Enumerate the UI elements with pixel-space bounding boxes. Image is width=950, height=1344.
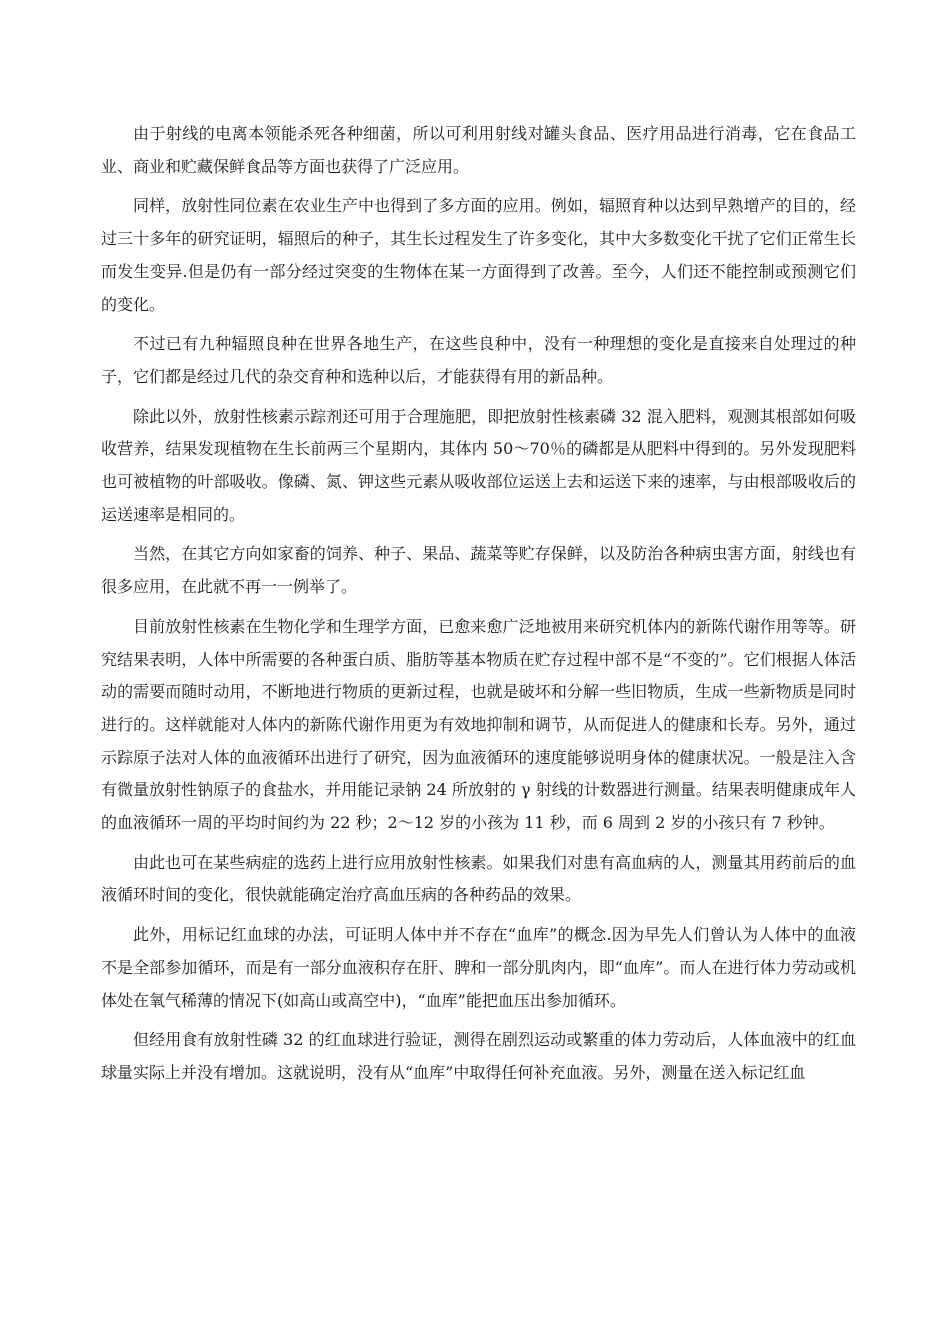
paragraph: 除此以外，放射性核素示踪剂还可用于合理施肥，即把放射性核素磷 32 混入肥料，观测其根部如何吸收营养，结果发现植物在生长前两三个星期内，其体内 50～70％的磷都是从肥料中得到的。另外发现肥料也可被植物的叶部吸收。像磷、氮、钾这些元素从吸收部位运送上去和运送下来的速率，与由根部吸收后的运送速率是相同的。: [101, 406, 856, 524]
paragraph: 由于射线的电离本领能杀死各种细菌，所以可利用射线对罐头食品、医疗用品进行消毒，它在食品工业、商业和贮藏保鲜食品等方面也获得了广泛应用。: [101, 124, 856, 176]
paragraph: 不过已有九种辐照良种在世界各地生产，在这些良种中，没有一种理想的变化是直接来自处理过的种子，它们都是经过几代的杂交育种和选种以后，才能获得有用的新品种。: [101, 334, 856, 386]
paragraph: 此外，用标记红血球的办法，可证明人体中并不存在“血库”的概念.因为早先人们曾认为人体中的血液不是全部参加循环，而是有一部分血液积存在肝、脾和一部分肌肉内，即“血库”。而人在进行体力劳动或机体处在氧气稀薄的情况下(如高山或高空中)，“血库”能把血压出参加循环。: [101, 925, 856, 1010]
paragraph: 当然，在其它方向如家畜的饲养、种子、果品、蔬菜等贮存保鲜，以及防治各种病虫害方面，射线也有很多应用，在此就不再一一例举了。: [101, 544, 856, 597]
paragraph: 目前放射性核素在生物化学和生理学方面，已愈来愈广泛地被用来研究机体内的新陈代谢作用等等。研究结果表明，人体中所需要的各种蛋白质、脂肪等基本物质在贮存过程中部不是“不变的”。它们根据人体活动的需要而随时动用，不断地进行物质的更新过程，也就是破坏和分解一些旧物质，生成一些新物质是同时进行的。这样就能对人体内的新陈代谢作用更为有效地抑制和调节，从而促进人的健康和长寿。另外，通过示踪原子法对人体的血液循环出进行了研究，因为血液循环的速度能够说明身体的健康状况。一般是注入含有微量放射性钠原子的食盐水，并用能记录钠 24 所放射的 γ 射线的计数器进行测量。结果表明健康成年人的血液循环一周的平均时间约为 22 秒；2～12 岁的小孩为 11 秒，而 6 周到 2 岁的小孩只有 7 秒钟。: [101, 616, 856, 833]
paragraph: 由此也可在某些病症的选药上进行应用放射性核素。如果我们对患有高血病的人，测量其用药前后的血液循环时间的变化，很快就能确定治疗高血压病的各种药品的效果。: [101, 852, 856, 905]
document-body: [101, 118, 856, 1097]
paragraph: 但经用食有放射性磷 32 的红血球进行验证，测得在剧烈运动或繁重的体力劳动后，人体血液中的红血球量实际上并没有增加。这就说明，没有从“血库”中取得任何补充血液。另外，测量在送入标记红血: [101, 1030, 856, 1082]
paragraph: 同样，放射性同位素在农业生产中也得到了多方面的应用。例如，辐照育种以达到早熟增产的目的，经过三十多年的研究证明，辐照后的种子，其生长过程发生了许多变化，其中大多数变化干扰了它们正常生长而发生变异.但是仍有一部分经过突变的生物体在某一方面得到了改善。至今，人们还不能控制或预测它们的变化。: [101, 196, 856, 314]
